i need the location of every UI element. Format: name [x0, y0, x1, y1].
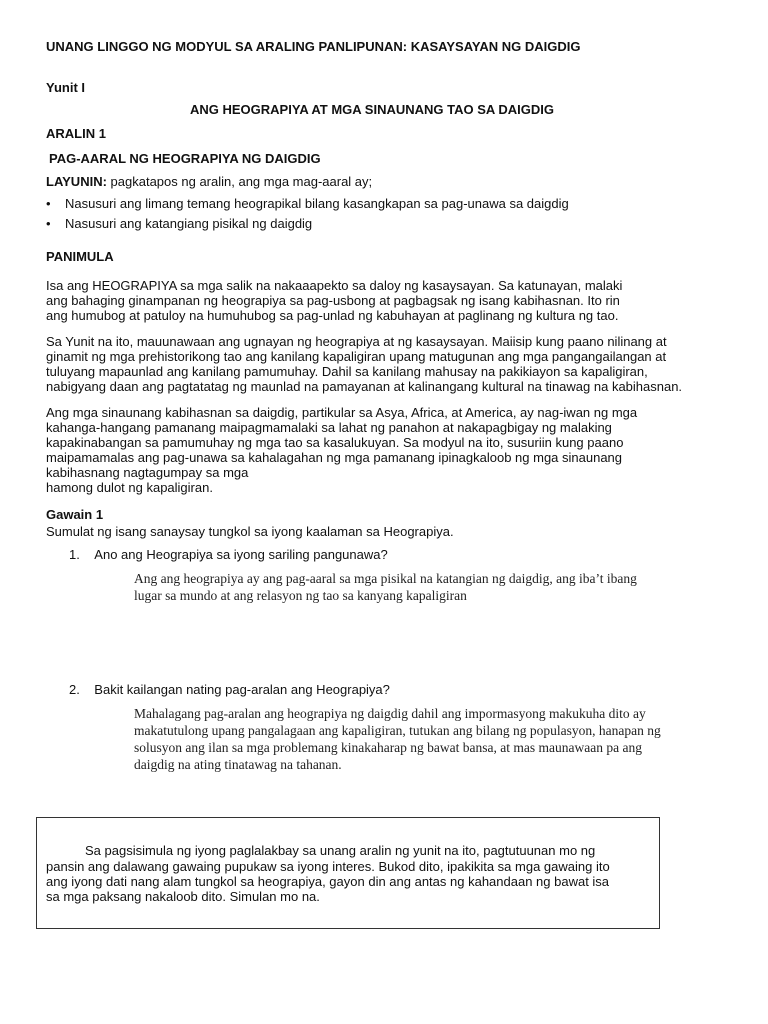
- lesson-label: ARALIN 1: [46, 126, 106, 141]
- objectives-line: [46, 174, 372, 189]
- question-2: 2. Bakit kailangan nating pag-aralan ang Heograpiya?: [69, 682, 390, 697]
- paragraph-2: Sa Yunit na ito, mauunawaan ang ugnayan ng heograpiya at ng kasaysayan. Maiisip kung paano nilinang at ginamit ng mga prehistorikong tao ang kanilang kapaligiran upang matugunan ang mga pangangailangan at tuluyang mapaunlad ang kanilang pamumuhay. Dahil sa kanilang mahusay na pakikiayon sa kapaligiran, nabigyang daan ang pagtatatag ng maunlad na pamayanan at kalinangang kultural na tinawag na kabihasnan.: [46, 334, 683, 394]
- answer-2: Mahalagang pag-aralan ang heograpiya ng daigdig dahil ang impormasyong makukuha dito ay makatutulong upang pangalagaan ang kapaligiran, tutukan ang bilang ng populasyon, hanapan ng solusyon ang ilan sa mga problemang kinakaharap ng bawat bansa, at mas maunawaan pa ang daigdig na ating tinatawag na tahanan.: [134, 706, 661, 772]
- activity-title: Gawain 1: [46, 507, 104, 522]
- unit-title: ANG HEOGRAPIYA AT MGA SINAUNANG TAO SA DAIGDIG: [190, 102, 555, 117]
- answer-1: Ang ang heograpiya ay ang pag-aaral sa mga pisikal na katangian ng daigdig, ang iba’t ibang lugar sa mundo at ang relasyon ng tao sa kanyang kapaligiran: [134, 571, 637, 603]
- bullet-icon: •: [46, 196, 51, 211]
- instruction-box: Sa pagsisimula ng iyong paglalakbay sa unang aralin ng yunit na ito, pagtutuunan mo ng pansin ang dalawang gawaing pupukaw sa iyong interes. Bukod dito, ipakikita sa mga gawaing ito ang iyong dati nang alam tungkol sa heograpiya, gayon din ang antas ng kahandaan ng bawat isa sa mga paksang nakaloob dito. Simulan mo na.: [36, 817, 660, 929]
- objectives-label: LAYUNIN:: [46, 174, 107, 189]
- question-1: 1. Ano ang Heograpiya sa iyong sariling pangunawa?: [69, 547, 388, 562]
- bullet-icon: •: [46, 216, 51, 231]
- unit-label: Yunit I: [46, 80, 85, 95]
- paragraph-3: Ang mga sinaunang kabihasnan sa daigdig, partikular sa Asya, Africa, at America, ay nag-iwan ng mga kahanga-hangang pamanang maipagmamalaki sa lahat ng panahon at nakapagbigay ng malaking kapakinabangan sa pamumuhay ng mga tao sa kasalukuyan. Sa modyul na ito, susuriin kung paano maipamamalas ang pag-unawa sa kahalagahan ng mga pamanang ipinagkaloob ng mga sinaunang kabihasnang nagtagumpay sa mga hamong dulot ng kapaligiran.: [46, 405, 638, 495]
- lesson-title: PAG-AARAL NG HEOGRAPIYA NG DAIGDIG: [49, 151, 321, 166]
- objectives-intro: pagkatapos ng aralin, ang mga mag-aaral ay;: [106, 174, 373, 189]
- paragraph-1: Isa ang HEOGRAPIYA sa mga salik na nakaaapekto sa daloy ng kasaysayan. Sa katunayan, malaki ang bahaging ginampanan ng heograpiya sa pag-usbong at pagbagsak ng isang kabihasnan. Ito rin ang humubog at patuloy na humuhubog sa pag-unlad ng kabuhayan at paglinang ng kultura ng tao.: [46, 278, 623, 323]
- section-heading-panimula: PANIMULA: [46, 249, 114, 264]
- activity-instruction: Sumulat ng isang sanaysay tungkol sa iyong kaalaman sa Heograpiya.: [46, 524, 454, 539]
- document-header: UNANG LINGGO NG MODYUL SA ARALING PANLIPUNAN: KASAYSAYAN NG DAIGDIG: [46, 39, 581, 54]
